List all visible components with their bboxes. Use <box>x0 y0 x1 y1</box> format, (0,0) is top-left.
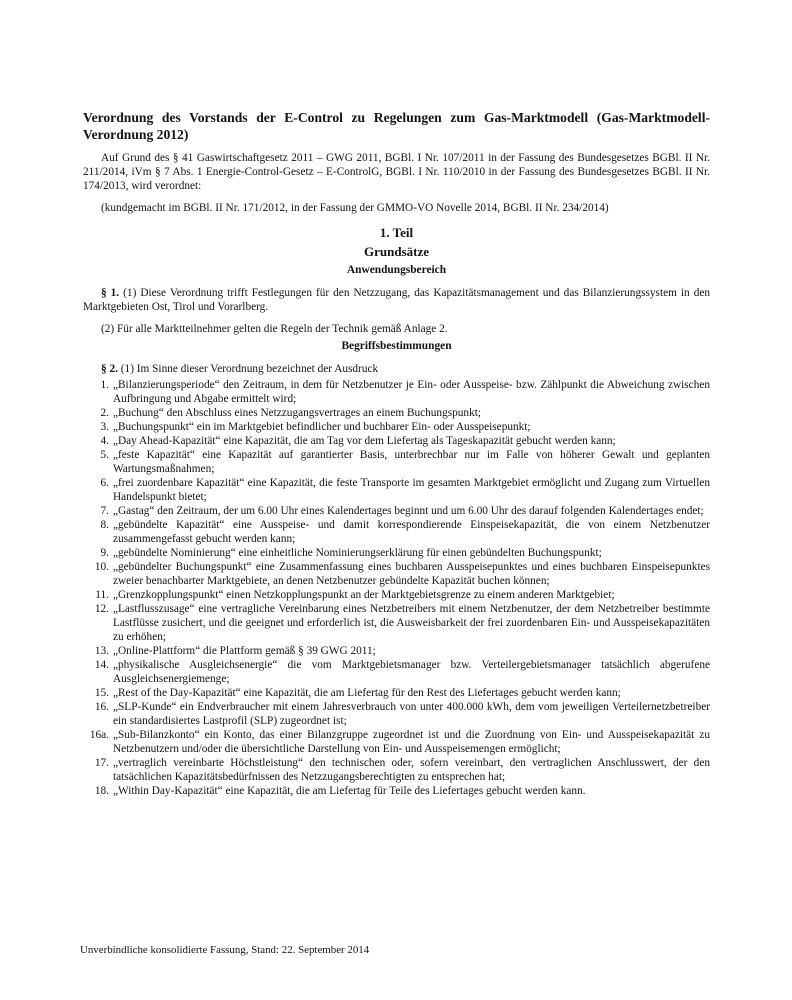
definition-text: „gebündelte Nominierung“ eine einheitliche Nominierungserklärung für einen gebündelten Buchungspunkt; <box>113 547 602 559</box>
definition-number: 16. <box>94 701 109 713</box>
definition-text: „SLP-Kunde“ ein Endverbraucher mit einem Jahresverbrauch von unter 400.000 kWh, dem vom jeweiligen Verteilernetzbetreiber ein standardisiertes Lastprofil (SLP) zugeordnet ist; <box>113 701 710 727</box>
definition-number: 14. <box>94 659 109 671</box>
definition-text: „Bilanzierungsperiode“ den Zeitraum, in dem für Netzbenutzer je Ein- oder Ausspeise- bzw. Zählpunkt die Abweichung zwischen Aufbringung und Abgabe ermittelt wird; <box>113 379 710 405</box>
definition-number: 10. <box>94 561 109 573</box>
definition-number: 17. <box>94 757 109 769</box>
section-heading-anwendungsbereich: Anwendungsbereich <box>346 264 447 276</box>
definition-text: „gebündelter Buchungspunkt“ eine Zusammenfassung eines buchbaren Ausspeisepunktes und eines buchbaren Einspeisepunktes zweier benachbarter Marktgebiete, an denen Netzbenutzer gebündelte Kapazität buchen können; <box>113 561 710 587</box>
definition-number: 7. <box>100 505 109 517</box>
definition-number: 1. <box>100 379 109 391</box>
definition-item <box>83 434 710 448</box>
paragraph-2-1 <box>83 362 710 376</box>
definition-text: „Online-Plattform“ die Plattform gemäß § 39 GWG 2011; <box>113 645 376 657</box>
definition-text: „Rest of the Day-Kapazität“ eine Kapazität, die am Liefertag für den Rest des Liefertages gebucht werden kann; <box>113 687 621 699</box>
paragraph-1-2: (2) Für alle Marktteilnehmer gelten die Regeln der Technik gemäß Anlage 2. <box>101 323 448 335</box>
definition-text: „Within Day-Kapazität“ eine Kapazität, die am Liefertag für Teile des Liefertages gebucht werden kann. <box>113 785 586 797</box>
definition-number: 11. <box>95 589 109 601</box>
definition-number: 4. <box>100 435 109 447</box>
definition-number: 6. <box>100 477 109 489</box>
definition-number: 8. <box>100 519 109 531</box>
paragraph-1-1 <box>83 286 710 314</box>
definition-item <box>83 448 710 476</box>
definition-number: 13. <box>94 645 109 657</box>
definition-text: „frei zuordenbare Kapazität“ eine Kapazität, die feste Transporte im gesamten Marktgebiet ermöglicht und Zugang zum Virtuellen Handelspunkt bietet; <box>113 477 710 503</box>
definition-text: „feste Kapazität“ eine Kapazität auf garantierter Basis, unterbrechbar nur im Falle von höherer Gewalt und geplanten Wartungsmaßnahmen; <box>113 449 710 475</box>
definition-number: 15. <box>94 687 109 699</box>
section-heading-begriffsbestimmungen: Begriffsbestimmungen <box>341 340 452 352</box>
section-2-label: § 2. <box>101 363 118 375</box>
definition-item <box>83 756 710 784</box>
definition-item <box>83 546 710 560</box>
part-title: Grundsätze <box>364 244 429 259</box>
definitions-list <box>83 378 710 798</box>
preamble-paragraph: Auf Grund des § 41 Gaswirtschaftgesetz 2011 – GWG 2011, BGBl. I Nr. 107/2011 in der Fassung des Bundesgesetzes BGBl. II Nr. 211/2014, iVm § 7 Abs. 1 Energie-Control-Gesetz – E-ControlG, BGBl. I Nr. 110/2010 in der Fassung des Bundesgesetzes BGBl. II Nr. 174/2013, wird verordnet: <box>83 152 710 192</box>
definition-number: 12. <box>94 603 109 615</box>
definition-item <box>83 658 710 686</box>
definition-item <box>83 588 710 602</box>
paragraph-2-1-text: (1) Im Sinne dieser Verordnung bezeichnet der Ausdruck <box>120 363 379 375</box>
definition-item <box>83 686 710 700</box>
definition-number: 3. <box>100 421 109 433</box>
definition-item <box>83 728 710 756</box>
definition-text: „vertraglich vereinbarte Höchstleistung“ den technischen oder, sofern vereinbart, den vertraglichen Anschlusswert, der den tatsächlichen Kapazitätsbedürfnissen des Netzzugangsberechtigten zu entsprechen hat; <box>113 757 710 783</box>
definition-text: „gebündelte Kapazität“ eine Ausspeise- und damit korrespondierende Einspeisekapazität, die von einem Netzbenutzer zusammengefasst gebucht werden kann; <box>113 519 710 545</box>
definition-item <box>83 504 710 518</box>
definition-item <box>83 476 710 504</box>
definition-number: 2. <box>100 407 109 419</box>
definition-number: 5. <box>100 449 109 461</box>
definition-item <box>83 602 710 644</box>
definition-item <box>83 406 710 420</box>
definition-item <box>83 700 710 728</box>
definition-item <box>83 420 710 434</box>
part-heading: 1. Teil <box>379 225 414 240</box>
definition-text: „physikalische Ausgleichsenergie“ die vom Marktgebietsmanager bzw. Verteilergebietsmanager tatsächlich abgerufene Ausgleichsenergiemenge; <box>113 659 710 685</box>
definition-number: 16a. <box>89 729 109 741</box>
definition-item <box>83 378 710 406</box>
definition-number: 9. <box>100 547 109 559</box>
paragraph-1-1-text: (1) Diese Verordnung trifft Festlegungen für den Netzzugang, das Kapazitätsmanagement und das Bilanzierungssystem in den Marktgebieten Ost, Tirol und Vorarlberg. <box>83 287 711 313</box>
definition-text: „Buchung“ den Abschluss eines Netzzugangsvertrages an einem Buchungspunkt; <box>113 407 481 419</box>
definition-item <box>83 560 710 588</box>
definition-item <box>83 784 710 798</box>
definition-text: „Gastag“ den Zeitraum, der um 6.00 Uhr eines Kalendertages beginnt und um 6.00 Uhr des darauf folgenden Kalendertages endet; <box>113 505 704 517</box>
definition-text: „Sub-Bilanzkonto“ ein Konto, das einer Bilanzgruppe zugeordnet ist und die Zuordnung von Ein- und Ausspeisekapazität zu Netzbenutzern und/oder die übersichtliche Darstellung von Ein- und Ausspeisemengen ermöglicht; <box>113 729 710 755</box>
promulgation-paragraph: (kundgemacht im BGBl. II Nr. 171/2012, in der Fassung der GMMO-VO Novelle 2014, BGBl. II Nr. 234/2014) <box>101 202 609 214</box>
definition-number: 18. <box>94 785 109 797</box>
definition-text: „Buchungspunkt“ ein im Marktgebiet befindlicher und buchbarer Ein- oder Ausspeisepunkt; <box>113 421 531 433</box>
document-title: Verordnung des Vorstands der E-Control zu Regelungen zum Gas-Marktmodell (Gas-Marktmodell-Verordnung 2012) <box>83 110 710 142</box>
definition-text: „Lastflusszusage“ eine vertragliche Vereinbarung eines Netzbetreibers mit einem Netzbenutzer, der dem Netzbetreiber bestimmte Lastflüsse zusichert, und die geeignet und erforderlich ist, die Ausweisbarkeit der frei zuordenbaren Ein- und Ausspeisekapazitäten zu erhöhen; <box>113 603 710 643</box>
definition-text: „Day Ahead-Kapazität“ eine Kapazität, die am Tag vor dem Liefertag als Tageskapazität gebucht werden kann; <box>113 435 616 447</box>
definition-item <box>83 644 710 658</box>
definition-item <box>83 518 710 546</box>
section-1-label: § 1. <box>101 287 120 299</box>
definition-text: „Grenzkopplungspunkt“ einen Netzkopplungspunkt an der Marktgebietsgrenze zu einem anderen Marktgebiet; <box>113 589 615 601</box>
footer-version-note: Unverbindliche konsolidierte Fassung, Stand: 22. September 2014 <box>80 944 370 956</box>
